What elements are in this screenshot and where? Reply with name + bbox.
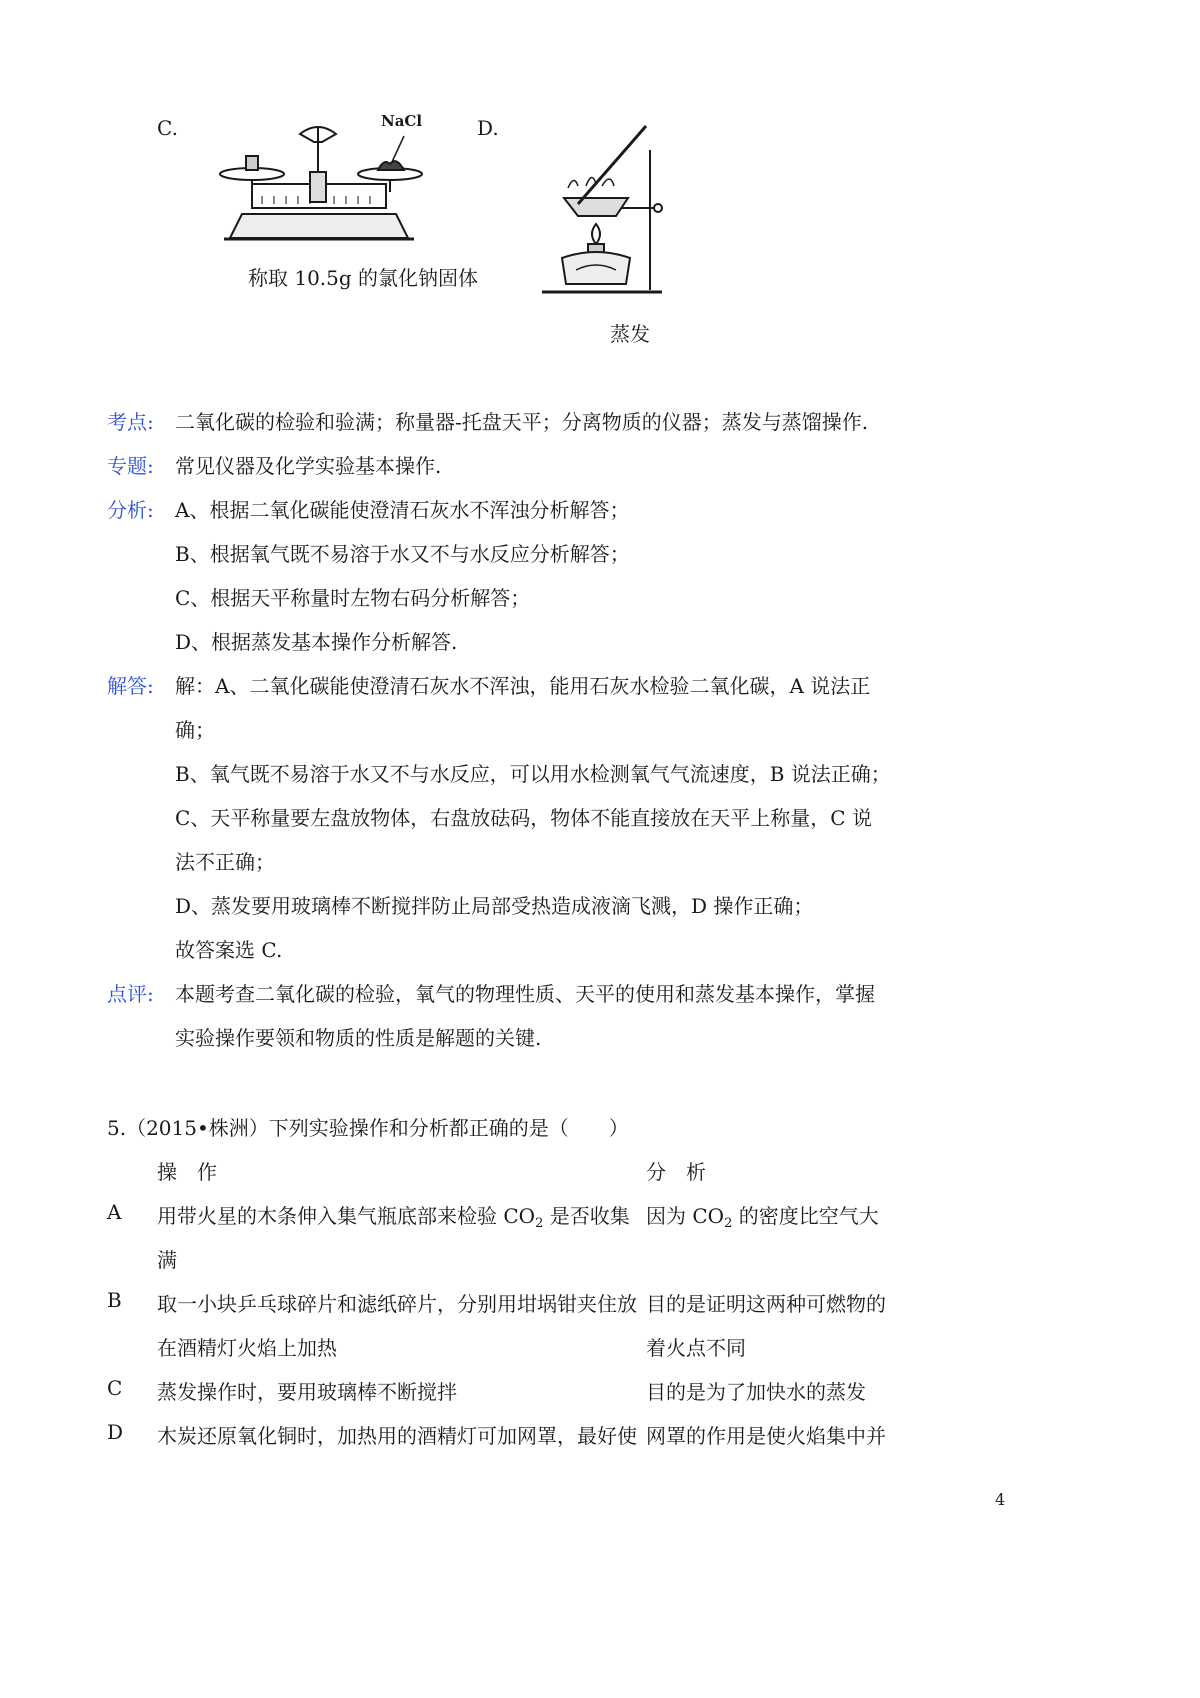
column-header-analysis: 分 析 xyxy=(646,1160,706,1184)
fenxi-line: C、根据天平称量时左物右码分析解答； xyxy=(175,586,531,610)
balance-figure xyxy=(212,112,426,246)
fenxi-label: 分析: xyxy=(107,498,154,522)
row-analysis-line: 目的是为了加快水的蒸发 xyxy=(646,1380,866,1404)
jieda-line: 解：A、二氧化碳能使澄清石灰水不浑浊，能用石灰水检验二氧化碳，A 说法正 xyxy=(175,674,871,698)
row-analysis-line: 目的是证明这两种可燃物的 xyxy=(646,1292,886,1316)
fenxi-line: A、根据二氧化碳能使澄清石灰水不浑浊分析解答； xyxy=(175,498,630,522)
row-analysis-line: 着火点不同 xyxy=(646,1336,746,1360)
row-operation-line: 在酒精灯火焰上加热 xyxy=(157,1336,337,1360)
row-operation-line: 蒸发操作时，要用玻璃棒不断搅拌 xyxy=(157,1380,457,1404)
dianping-label: 点评: xyxy=(107,982,154,1006)
row-letter: A xyxy=(107,1200,122,1224)
row-operation-line: 木炭还原氧化铜时，加热用的酒精灯可加网罩，最好使 xyxy=(157,1424,637,1448)
zhuanti-text: 常见仪器及化学实验基本操作. xyxy=(175,454,442,478)
jieda-line: 法不正确； xyxy=(175,850,275,874)
jieda-label: 解答: xyxy=(107,674,154,698)
kaodian-label: 考点: xyxy=(107,410,154,434)
row-analysis-line: 网罩的作用是使火焰集中并 xyxy=(646,1424,886,1448)
page-number: 4 xyxy=(995,1490,1006,1509)
row-letter: D xyxy=(107,1420,124,1444)
jieda-line: B、氧气既不易溶于水又不与水反应，可以用水检测氧气气流速度，B 说法正确； xyxy=(175,762,891,786)
column-header-operation: 操 作 xyxy=(157,1160,217,1184)
row-operation-line: 取一小块乒乓球碎片和滤纸碎片，分别用坩埚钳夹住放 xyxy=(157,1292,637,1316)
jieda-line: C、天平称量要左盘放物体，右盘放砝码，物体不能直接放在天平上称量，C 说 xyxy=(175,806,872,830)
jieda-line: 故答案选 C. xyxy=(175,938,283,962)
option-c-caption: 称取 10.5g 的氯化钠固体 xyxy=(248,266,479,290)
row-letter: B xyxy=(107,1288,122,1312)
option-d-caption: 蒸发 xyxy=(610,322,650,346)
fenxi-line: D、根据蒸发基本操作分析解答. xyxy=(175,630,458,654)
dianping-line: 实验操作要领和物质的性质是解题的关键. xyxy=(175,1026,542,1050)
jieda-line: 确； xyxy=(175,718,215,742)
fenxi-line: B、根据氧气既不易溶于水又不与水反应分析解答； xyxy=(175,542,630,566)
row-analysis-line: 因为 $CO_2$ 的密度比空气大 xyxy=(646,1204,879,1231)
nacl-label: NaCl xyxy=(381,112,423,130)
option-c-label: C. xyxy=(157,116,178,140)
dianping-line: 本题考查二氧化碳的检验，氧气的物理性质、天平的使用和蒸发基本操作，掌握 xyxy=(175,982,875,1006)
row-letter: C xyxy=(107,1376,123,1400)
row-operation-line: 用带火星的木条伸入集气瓶底部来检验 $CO_2$ 是否收集 xyxy=(157,1204,630,1231)
kaodian-text: 二氧化碳的检验和验满；称量器-托盘天平；分离物质的仪器；蒸发与蒸馏操作. xyxy=(175,410,869,434)
jieda-line: D、蒸发要用玻璃棒不断搅拌防止局部受热造成液滴飞溅，D 操作正确； xyxy=(175,894,814,918)
question-5-title: 5.（2015•株洲）下列实验操作和分析都正确的是（ ） xyxy=(107,1116,629,1140)
option-d-label: D. xyxy=(477,116,499,140)
row-operation-line: 满 xyxy=(157,1248,177,1272)
evaporation-figure xyxy=(538,120,674,298)
zhuanti-label: 专题: xyxy=(107,454,154,478)
